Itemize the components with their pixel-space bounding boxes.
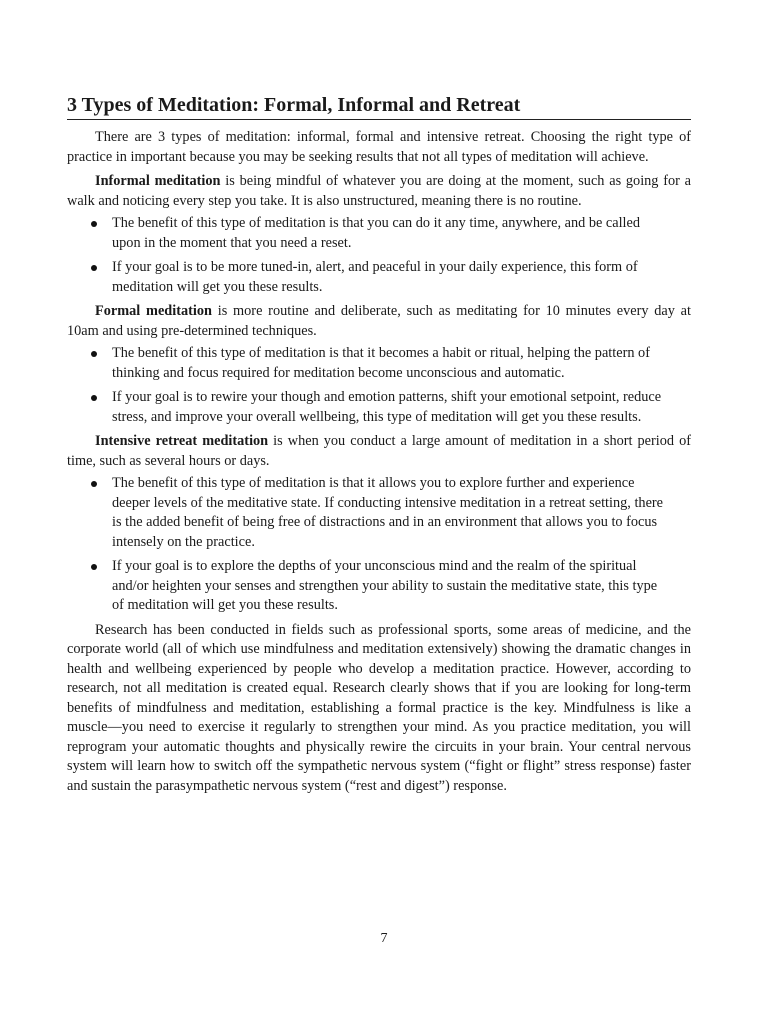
list-item-text: The benefit of this type of meditation is that it becomes a habit or ritual, helping the pattern of thinking and focus required for meditation become unconscious and automatic. [112, 345, 650, 381]
intro-paragraph: There are 3 types of meditation: informal, formal and intensive retreat. Choosing the right type of practice in important because you may be seeking results that not all types of meditation will achieve. [67, 129, 691, 165]
informal-term: Informal meditation [95, 173, 221, 189]
list-item [67, 344, 691, 383]
bullet-icon [91, 221, 97, 227]
list-item [67, 214, 691, 253]
list-item [67, 557, 691, 616]
retreat-term: Intensive retreat meditation [95, 433, 269, 449]
bullet-icon [91, 481, 97, 487]
list-item-text: The benefit of this type of meditation is that it allows you to explore further and experience deeper levels of the meditative state. If conducting intensive meditation in a retreat setting, there is the added benefit of being free of distractions and in an environment that allows you to focus intensely on the practice. [112, 475, 664, 550]
bullet-icon [91, 351, 97, 357]
list-item-text: If your goal is to explore the depths of your unconscious mind and the realm of the spiritual and/or heighten your senses and strengthen your ability to sustain the meditative state, this type of meditation will get you these results. [112, 558, 658, 613]
bullet-icon [91, 395, 97, 401]
list-item-text: The benefit of this type of meditation is that you can do it any time, anywhere, and be called upon in the moment that you need a reset. [112, 215, 641, 251]
retreat-bullet-list [67, 474, 691, 616]
page-title: 3 Types of Meditation: Formal, Informal and Retreat [67, 92, 691, 120]
informal-paragraph [67, 172, 691, 211]
formal-paragraph [67, 302, 691, 341]
page-number: 7 [380, 931, 388, 946]
list-item [67, 474, 691, 552]
retreat-definition: is when you conduct a large amount of meditation in a short period of time, such as several hours or days. [67, 433, 691, 469]
formal-bullet-list [67, 344, 691, 427]
document-page [67, 92, 691, 796]
list-item [67, 258, 691, 297]
list-item [67, 388, 691, 427]
informal-definition: is being mindful of whatever you are doing at the moment, such as going for a walk and noticing every step you take. It is also unstructured, meaning there is no routine. [67, 173, 692, 209]
research-paragraph: Research has been conducted in fields such as professional sports, some areas of medicine, and the corporate world (all of which use mindfulness and meditation extensively) showing the dramatic changes in health and wellbeing experienced by people who develop a meditation practice. However, according to research, not all meditation is created equal. Research clearly shows that if you are looking for long-term benefits of mindfulness and meditation, establishing a formal practice is the key. Mindfulness is like a muscle—you need to exercise it regularly to strengthen your mind. As you practice meditation, you will reprogram your automatic thoughts and physically rewire the circuits in your brain. Your central nervous system will learn how to switch off the sympathetic nervous system (“fight or flight” stress response) faster and sustain the parasympathetic nervous system (“rest and digest”) response. [67, 621, 691, 794]
list-item-text: If your goal is to be more tuned-in, alert, and peaceful in your daily experience, this form of meditation will get you these results. [112, 259, 638, 295]
bullet-icon [91, 564, 97, 570]
formal-definition: is more routine and deliberate, such as meditating for 10 minutes every day at 10am and using pre-determined techniques. [67, 303, 691, 339]
retreat-paragraph [67, 432, 691, 471]
formal-term: Formal meditation [95, 303, 212, 319]
bullet-icon [91, 265, 97, 271]
list-item-text: If your goal is to rewire your though and emotion patterns, shift your emotional setpoint, reduce stress, and improve your overall wellbeing, this type of meditation will get you these results. [112, 389, 662, 425]
informal-bullet-list [67, 214, 691, 297]
